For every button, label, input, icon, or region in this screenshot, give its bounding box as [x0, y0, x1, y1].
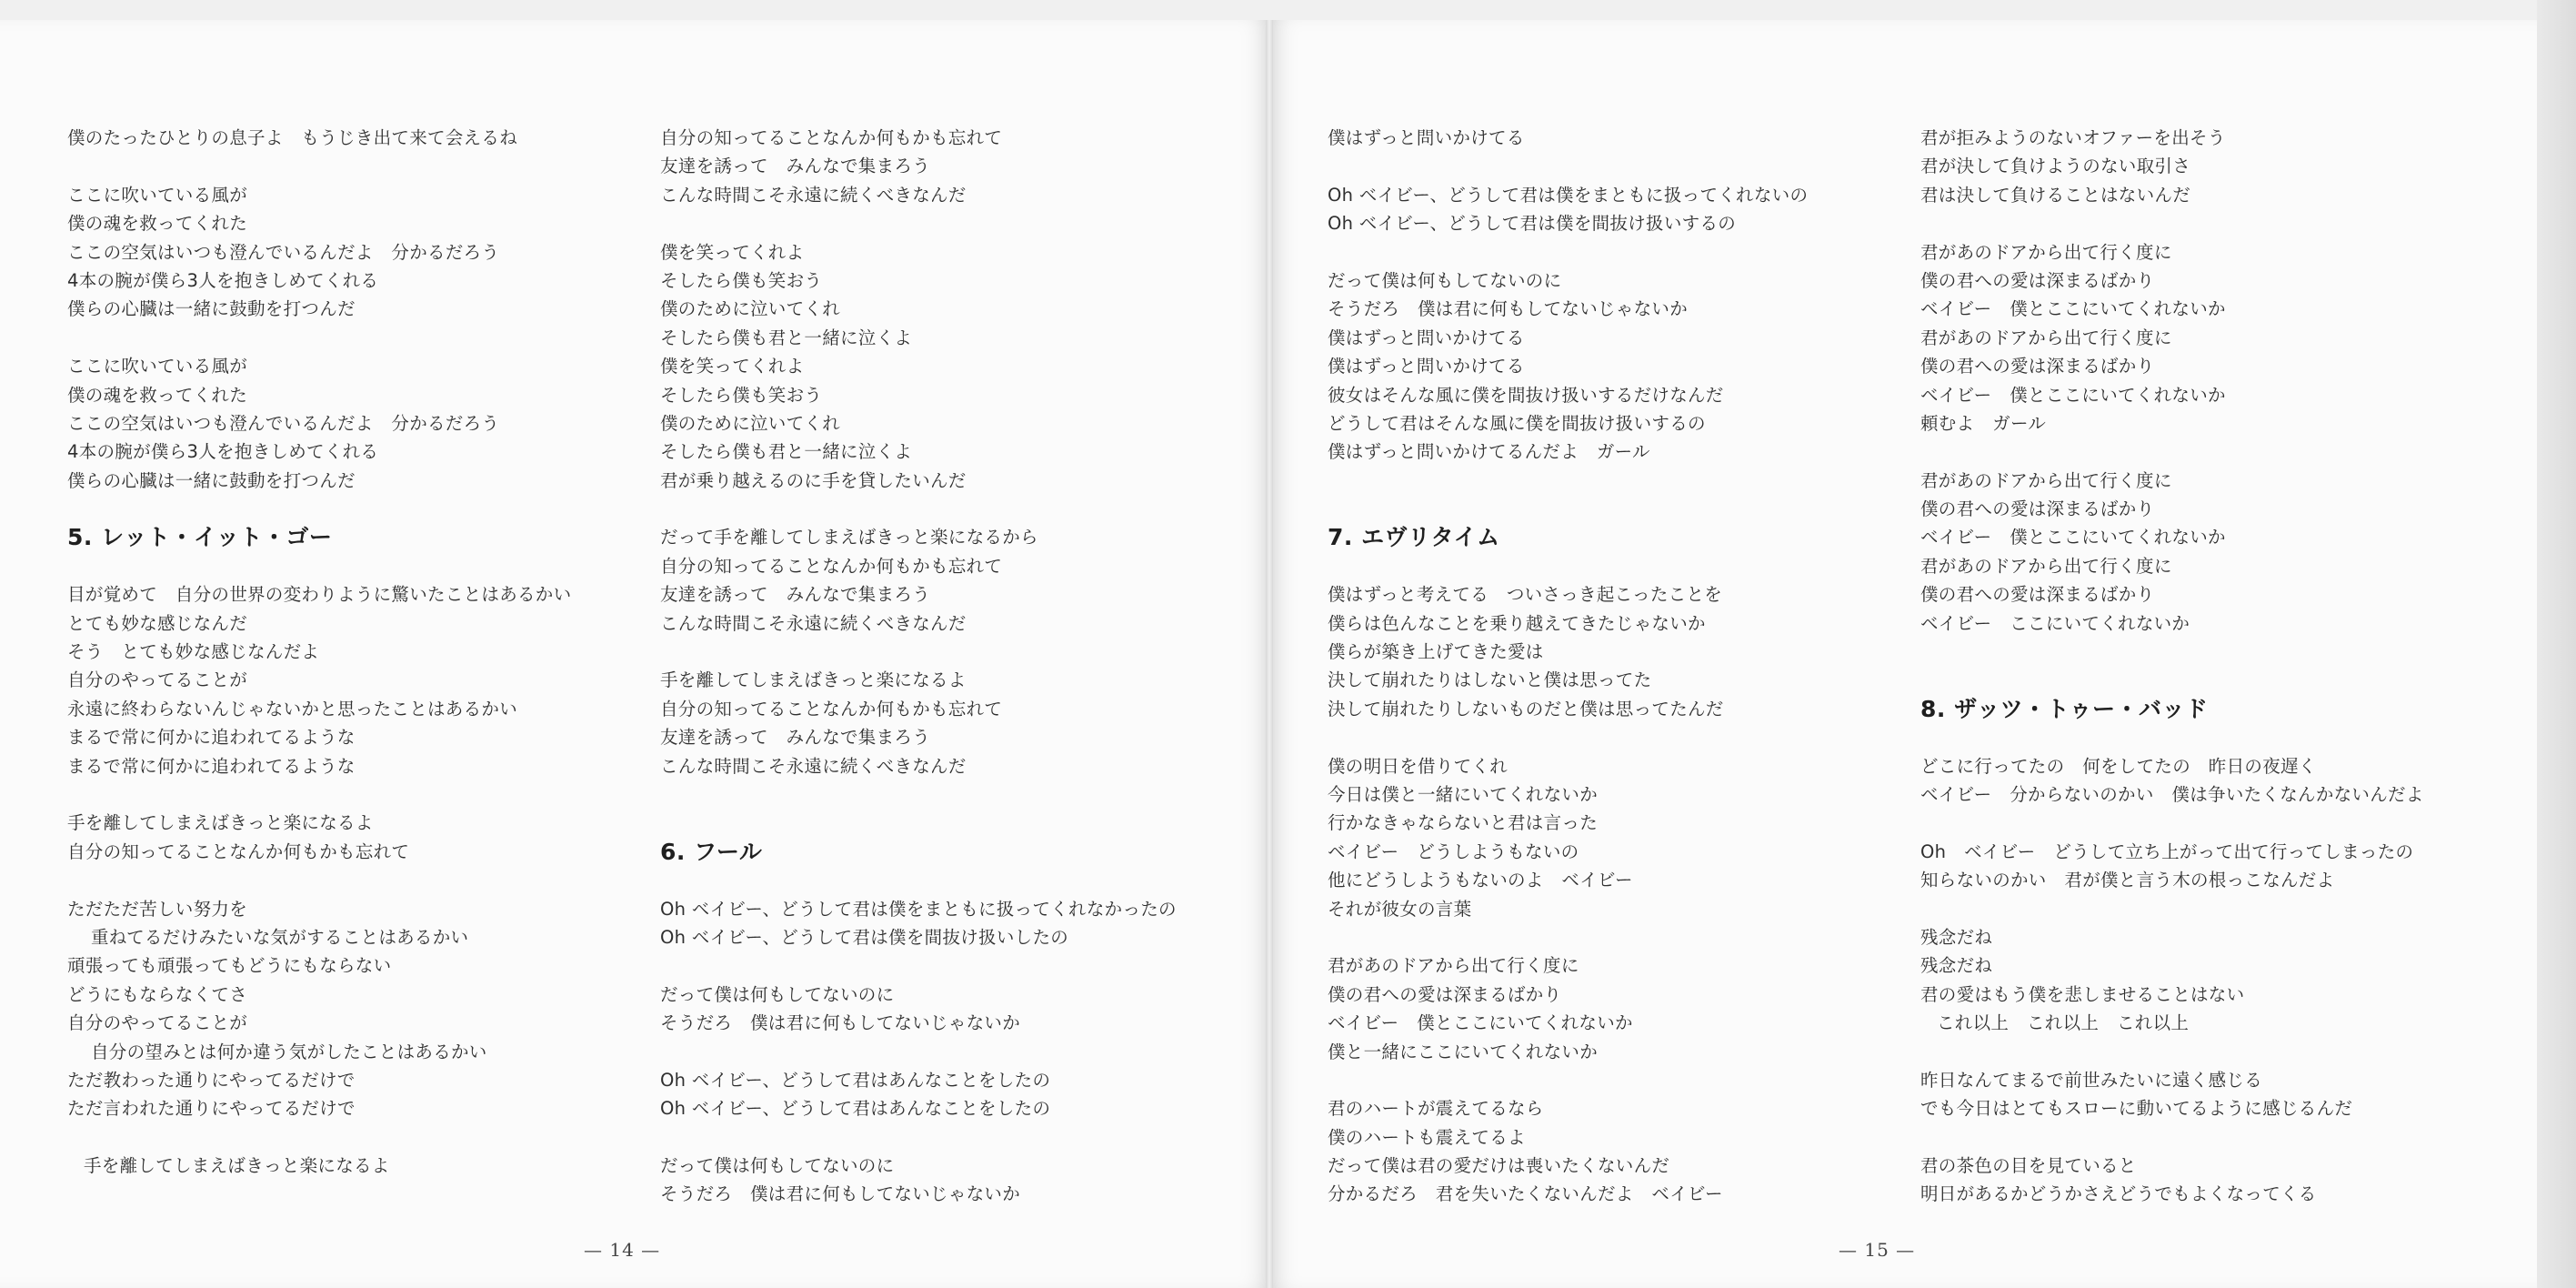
lyric-line: 僕を笑ってくれよ: [660, 241, 805, 263]
song-title: 5. レット・イット・ゴー: [67, 524, 333, 551]
lyric-line: 僕はずっと問いかけてるんだよ ガール: [1328, 441, 1650, 463]
right-page-column-2: [1920, 124, 2466, 1209]
scan-top-margin: [0, 0, 2576, 20]
lyric-line: 自分の望みとは何か違う気がしたことはあるかい: [91, 1041, 487, 1062]
lyric-line: ベイビー 僕とここにいてくれないか: [1920, 298, 2226, 320]
lyric-line: 君の茶色の目を見ていると: [1920, 1155, 2137, 1177]
lyric-line: 4本の腕が僕ら3人を抱きしめてくれる: [67, 269, 379, 291]
lyric-line: 僕の君への愛は深まるばかり: [1920, 269, 2155, 291]
lyric-line: 僕はずっと考えてる ついさっき起こったことを: [1328, 584, 1723, 606]
lyric-line: 僕らが築き上げてきた愛は: [1328, 641, 1544, 663]
blank-line: [67, 152, 613, 180]
lyric-line: 僕のたったひとりの息子よ もうじき出て来て会えるね: [67, 127, 517, 148]
lyric-line: 決して崩れたりはしないと僕は思ってた: [1328, 669, 1652, 691]
blank-line: [1328, 923, 1873, 951]
lyric-line: まるで常に何かに追われてるような: [67, 727, 356, 749]
section-spacer: [1328, 467, 1873, 495]
lyric-line: 僕らは色んなことを乗り越えてきたじゃないか: [1328, 612, 1706, 634]
lyric-line: 明日があるかどうかさえどうでもよくなってくる: [1920, 1183, 2317, 1205]
blank-line: [67, 780, 613, 809]
lyric-line: それが彼女の言葉: [1328, 898, 1472, 920]
lyric-line: 手を離してしまえばきっと楽になるよ: [84, 1155, 390, 1177]
lyric-line: 君が決して負けようのない取引さ: [1920, 156, 2191, 177]
lyric-line: これ以上 これ以上 これ以上: [1937, 1012, 2190, 1034]
lyric-line: 自分の知ってることなんか何もかも忘れて: [660, 555, 1003, 577]
lyric-line: でも今日はとてもスローに動いてるように感じるんだ: [1920, 1098, 2353, 1120]
lyric-line: 友達を誘って みんなで集まろう: [660, 727, 931, 749]
lyric-line: 自分のやってることが: [67, 1012, 248, 1034]
lyric-line: 友達を誘って みんなで集まろう: [660, 156, 931, 177]
lyric-line: 知らないのかい 君が僕と言う木の根っこなんだよ: [1920, 870, 2335, 891]
song-title: 6. フール: [660, 838, 763, 865]
lyric-line: ベイビー 僕とここにいてくれないか: [1920, 527, 2226, 548]
lyric-line: こんな時間こそ永遠に続くべきなんだ: [660, 755, 967, 777]
lyric-line: だって僕は何もしてないのに: [1328, 269, 1562, 291]
lyric-line: 他にどうしようもないのよ ベイビー: [1328, 870, 1633, 891]
lyric-line: だって僕は何もしてないのに: [660, 1155, 895, 1177]
book-fold: [1266, 20, 1273, 1288]
lyric-line: 残念だね: [1920, 926, 1993, 948]
lyric-line: Oh ベイビー、どうして君はあんなことをしたの: [660, 1098, 1051, 1120]
blank-line: [660, 495, 1206, 523]
lyric-line: 頑張っても頑張ってもどうにもならない: [67, 955, 392, 977]
lyric-line: 自分の知ってることなんか何もかも忘れて: [660, 127, 1003, 148]
lyric-line: まるで常に何かに追われてるような: [67, 755, 356, 777]
lyric-line: 僕のために泣いてくれ: [660, 412, 841, 434]
lyric-line: ただ言われた通りにやってるだけで: [67, 1098, 356, 1120]
lyric-line: どこに行ってたの 何をしてたの 昨日の夜遅く: [1920, 755, 2317, 777]
lyric-line: 僕の魂を救ってくれた: [67, 213, 248, 235]
blank-line: [1920, 438, 2466, 466]
lyric-line: 僕の君への愛は深まるばかり: [1920, 356, 2155, 377]
lyric-line: ただ教わった通りにやってるだけで: [67, 1069, 356, 1091]
section-spacer: [67, 552, 613, 580]
lyric-line: Oh ベイビー、どうして君は僕を間抜け扱いするの: [1328, 213, 1737, 235]
lyric-line: Oh ベイビー、どうして君は僕をまともに扱ってくれないの: [1328, 184, 1809, 206]
lyric-line: ベイビー 僕とここにいてくれないか: [1328, 1012, 1633, 1034]
section-spacer: [1920, 723, 2466, 751]
blank-line: [67, 1123, 613, 1152]
lyric-line: 行かなきゃならないと君は言った: [1328, 812, 1599, 834]
scan-right-edge: [2537, 0, 2576, 1288]
lyric-line: だって僕は君の愛だけは喪いたくないんだ: [1328, 1155, 1670, 1177]
section-spacer: [660, 866, 1206, 894]
lyric-line: 僕の君への愛は深まるばかり: [1920, 498, 2155, 520]
lyric-line: だって手を離してしまえばきっと楽になるから: [660, 527, 1038, 548]
blank-line: [1328, 238, 1873, 267]
lyric-line: ベイビー どうしようもないの: [1328, 840, 1579, 862]
lyric-line: 頼むよ ガール: [1920, 412, 2047, 434]
lyric-line: 手を離してしまえばきっと楽になるよ: [67, 812, 374, 834]
song-title: 8. ザッツ・トゥー・バッド: [1920, 695, 2209, 722]
lyric-line: ベイビー 分からないのかい 僕は争いたくなんかないんだよ: [1920, 784, 2424, 805]
lyric-line: こんな時間こそ永遠に続くべきなんだ: [660, 184, 967, 206]
lyric-line: 目が覚めて 自分の世界の変わりように驚いたことはあるかい: [67, 584, 572, 606]
section-spacer: [1920, 638, 2466, 666]
page-number: — 14 —: [584, 1239, 661, 1261]
lyric-line: 君が乗り越えるのに手を貸したいんだ: [660, 469, 967, 491]
lyric-line: 僕のために泣いてくれ: [660, 298, 841, 320]
blank-line: [67, 324, 613, 352]
blank-line: [1920, 209, 2466, 237]
lyric-line: どうにもならなくてさ: [67, 983, 248, 1005]
lyric-line: 僕らの心臓は一緒に鼓動を打つんだ: [67, 298, 356, 320]
lyric-line: 今日は僕と一緒にいてくれないか: [1328, 784, 1599, 805]
lyric-line: ベイビー 僕とここにいてくれないか: [1920, 384, 2226, 406]
lyric-line: 分かるだろ 君を失いたくないんだよ ベイビー: [1328, 1183, 1723, 1205]
blank-line: [660, 951, 1206, 980]
lyric-line: Oh ベイビー、どうして君はあんなことをしたの: [660, 1069, 1051, 1091]
lyric-line: 君は決して負けることはないんだ: [1920, 184, 2191, 206]
lyric-line: 僕のハートも震えてるよ: [1328, 1126, 1526, 1148]
lyric-line: 昨日なんてまるで前世みたいに遠く感じる: [1920, 1069, 2263, 1091]
left-page-column-1: [67, 124, 613, 1180]
lyric-line: ベイビー ここにいてくれないか: [1920, 612, 2190, 634]
lyric-line: 君があのドアから出て行く度に: [1920, 469, 2172, 491]
lyric-line: 君のハートが震えてるなら: [1328, 1098, 1544, 1120]
lyric-line: 君があのドアから出て行く度に: [1920, 555, 2172, 577]
lyric-line: 決して崩れたりしないものだと僕は思ってたんだ: [1328, 698, 1724, 719]
lyric-line: どうして君はそんな風に僕を間抜け扱いするの: [1328, 412, 1706, 434]
lyric-line: Oh ベイビー、どうして君は僕をまともに扱ってくれなかったの: [660, 898, 1177, 920]
lyric-line: 彼女はそんな風に僕を間抜け扱いするだけなんだ: [1328, 384, 1724, 406]
blank-line: [660, 638, 1206, 666]
lyric-line: 僕の君への愛は深まるばかり: [1920, 584, 2155, 606]
lyric-line: 君があのドアから出て行く度に: [1920, 241, 2172, 263]
lyric-line: 僕を笑ってくれよ: [660, 356, 805, 377]
lyric-line: 手を離してしまえばきっと楽になるよ: [660, 669, 967, 691]
lyric-line: 友達を誘って みんなで集まろう: [660, 584, 931, 606]
lyric-line: そうだろ 僕は君に何もしてないじゃないか: [1328, 298, 1689, 320]
blank-line: [1920, 809, 2466, 837]
lyric-line: 僕はずっと問いかけてる: [1328, 327, 1525, 348]
lyric-line: 僕の明日を借りてくれ: [1328, 755, 1509, 777]
lyric-line: 君が拒みようのないオファーを出そう: [1920, 127, 2226, 148]
section-spacer: [1328, 552, 1873, 580]
lyric-line: ここに吹いている風が: [67, 184, 248, 206]
lyric-line: 僕はずっと問いかけてる: [1328, 127, 1525, 148]
lyric-line: Oh ベイビー どうして立ち上がって出て行ってしまったの: [1920, 840, 2414, 862]
blank-line: [1920, 895, 2466, 923]
lyric-line: そしたら僕も君と一緒に泣くよ: [660, 327, 913, 348]
lyric-line: 僕の魂を救ってくれた: [67, 384, 248, 406]
blank-line: [660, 209, 1206, 237]
page-number: — 15 —: [1839, 1239, 1916, 1261]
lyric-line: 君があのドアから出て行く度に: [1328, 955, 1579, 977]
lyric-line: ここに吹いている風が: [67, 356, 248, 377]
lyric-line: 僕の君への愛は深まるばかり: [1328, 983, 1562, 1005]
blank-line: [67, 866, 613, 894]
lyric-line: 自分の知ってることなんか何もかも忘れて: [660, 698, 1003, 719]
song-title: 7. エヴリタイム: [1328, 524, 1500, 551]
lyric-line: そう とても妙な感じなんだよ: [67, 641, 320, 663]
lyric-line: 僕らの心臓は一緒に鼓動を打つんだ: [67, 469, 356, 491]
section-spacer: [67, 495, 613, 523]
blank-line: [660, 1123, 1206, 1152]
lyric-line: そしたら僕も笑おう: [660, 269, 823, 291]
lyric-line: ただただ苦しい努力を: [67, 898, 248, 920]
lyric-line: 4本の腕が僕ら3人を抱きしめてくれる: [67, 441, 379, 463]
blank-line: [1328, 152, 1873, 180]
lyric-line: 自分のやってることが: [67, 669, 248, 691]
lyric-line: こんな時間こそ永遠に続くべきなんだ: [660, 612, 967, 634]
lyric-line: だって僕は何もしてないのに: [660, 983, 895, 1005]
lyric-line: そうだろ 僕は君に何もしてないじゃないか: [660, 1012, 1021, 1034]
right-page-column-1: [1328, 124, 1873, 1209]
lyric-line: 僕はずっと問いかけてる: [1328, 356, 1525, 377]
lyric-line: 自分の知ってることなんか何もかも忘れて: [67, 840, 410, 862]
lyric-line: 残念だね: [1920, 955, 1993, 977]
blank-line: [1920, 1123, 2466, 1152]
section-spacer: [1328, 495, 1873, 523]
blank-line: [1328, 723, 1873, 751]
section-spacer: [660, 809, 1206, 837]
lyric-line: 君の愛はもう僕を悲しませることはない: [1920, 983, 2245, 1005]
lyric-line: そしたら僕も君と一緒に泣くよ: [660, 441, 913, 463]
lyric-line: ここの空気はいつも澄んでいるんだよ 分かるだろう: [67, 241, 500, 263]
blank-line: [1920, 1038, 2466, 1066]
blank-line: [660, 1038, 1206, 1066]
lyric-line: 僕と一緒にここにいてくれないか: [1328, 1041, 1599, 1062]
blank-line: [1328, 1066, 1873, 1094]
section-spacer: [1920, 666, 2466, 694]
lyric-line: そしたら僕も笑おう: [660, 384, 823, 406]
lyric-line: 永遠に終わらないんじゃないかと思ったことはあるかい: [67, 698, 518, 719]
lyric-line: 君があのドアから出て行く度に: [1920, 327, 2172, 348]
lyric-line: ここの空気はいつも澄んでいるんだよ 分かるだろう: [67, 412, 500, 434]
lyric-line: 重ねてるだけみたいな気がすることはあるかい: [91, 926, 469, 948]
left-page-column-2: [660, 124, 1206, 1209]
section-spacer: [660, 780, 1206, 809]
lyric-line: とても妙な感じなんだ: [67, 612, 248, 634]
lyric-line: そうだろ 僕は君に何もしてないじゃないか: [660, 1183, 1021, 1205]
lyric-line: Oh ベイビー、どうして君は僕を間抜け扱いしたの: [660, 926, 1069, 948]
